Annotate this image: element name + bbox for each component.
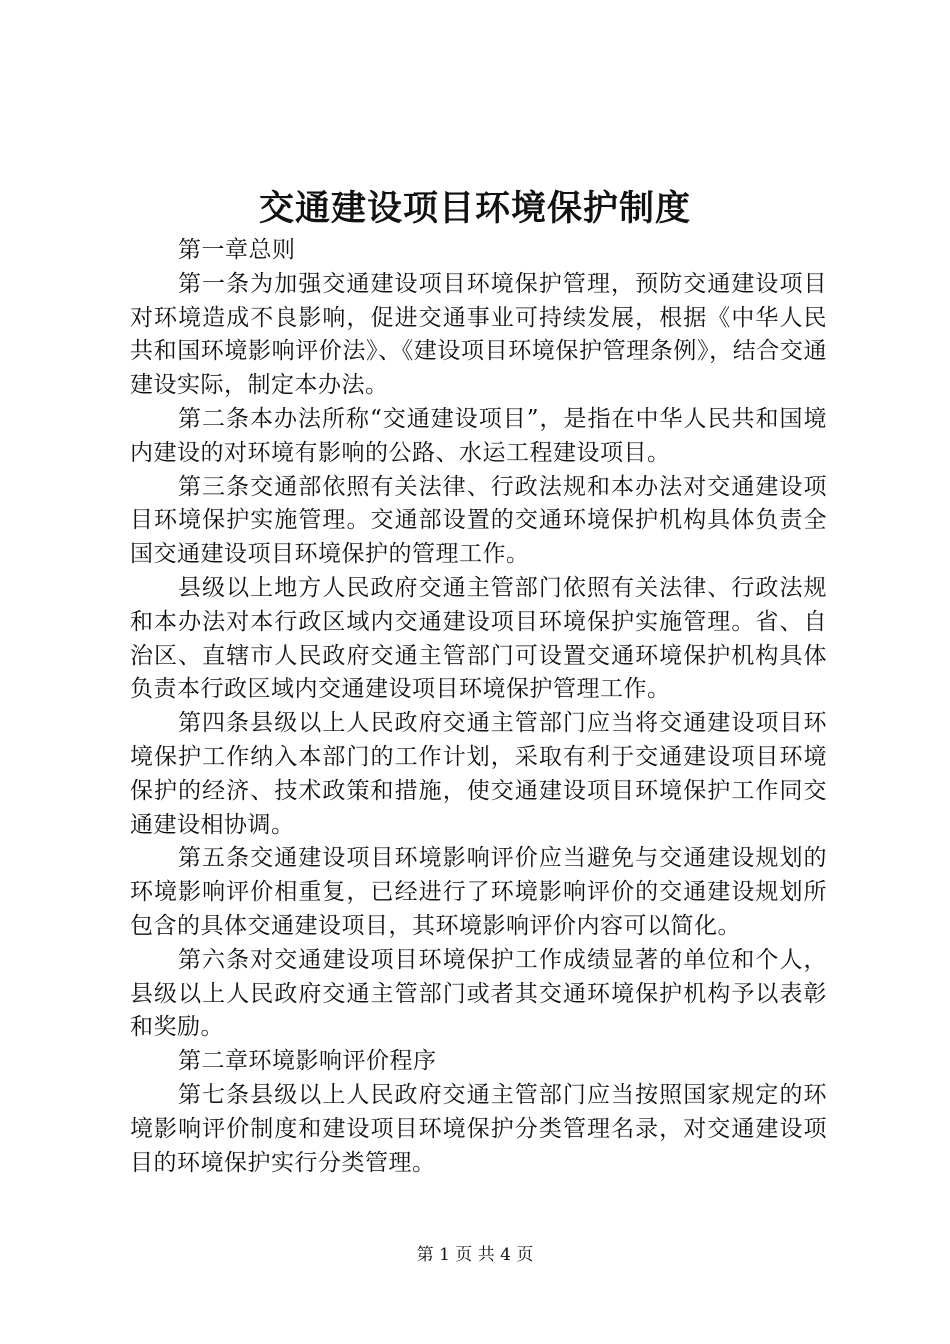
chapter-heading: 第二章环境影响评价程序 xyxy=(178,1048,437,1075)
body-paragraph: 县级以上地方人民政府交通主管部门依照有关法律、行政法规和本办法对本行政区域内交通建设项目环境保护实施管理。省、自治区、直辖市人民政府交通主管部门可设置交通环境保护机构具体负责本行政区域内交通建设项目环境保护管理工作。 xyxy=(130,574,827,703)
body-paragraph: 第二条本办法所称“交通建设项目”，是指在中华人民共和国境内建设的对环境有影响的公路、水运工程建设项目。 xyxy=(130,405,827,466)
body-paragraph: 第四条县级以上人民政府交通主管部门应当将交通建设项目环境保护工作纳入本部门的工作计划，采取有利于交通建设项目环境保护的经济、技术政策和措施，使交通建设项目环境保护工作同交通建设相协调。 xyxy=(130,710,827,838)
body-paragraph: 第三条交通部依照有关法律、行政法规和本办法对交通建设项目环境保护实施管理。交通部设置的交通环境保护机构具体负责全国交通建设项目环境保护的管理工作。 xyxy=(130,473,827,568)
document-title: 交通建设项目环境保护制度 xyxy=(258,188,691,229)
body-paragraph: 第七条县级以上人民政府交通主管部门应当按照国家规定的环境影响评价制度和建设项目环境保护分类管理名录，对交通建设项目的环境保护实行分类管理。 xyxy=(130,1081,827,1176)
body-paragraph: 第六条对交通建设项目环境保护工作成绩显著的单位和个人，县级以上人民政府交通主管部门或者其交通环境保护机构予以表彰和奖励。 xyxy=(130,946,827,1041)
chapter-heading: 第一章总则 xyxy=(178,237,296,263)
document-body xyxy=(130,234,827,1180)
body-paragraph: 第五条交通建设项目环境影响评价应当避免与交通建设规划的环境影响评价相重复，已经进行了环境影响评价的交通建设规划所包含的具体交通建设项目，其环境影响评价内容可以简化。 xyxy=(130,845,827,939)
page-footer: 第 1 页 共 4 页 xyxy=(416,1245,534,1265)
body-paragraph: 第一条为加强交通建设项目环境保护管理，预防交通建设项目对环境造成不良影响，促进交通事业可持续发展，根据《中华人民共和国环境影响评价法》、《建设项目环境保护管理条例》，结合交通建设实际，制定本办法。 xyxy=(130,270,827,399)
